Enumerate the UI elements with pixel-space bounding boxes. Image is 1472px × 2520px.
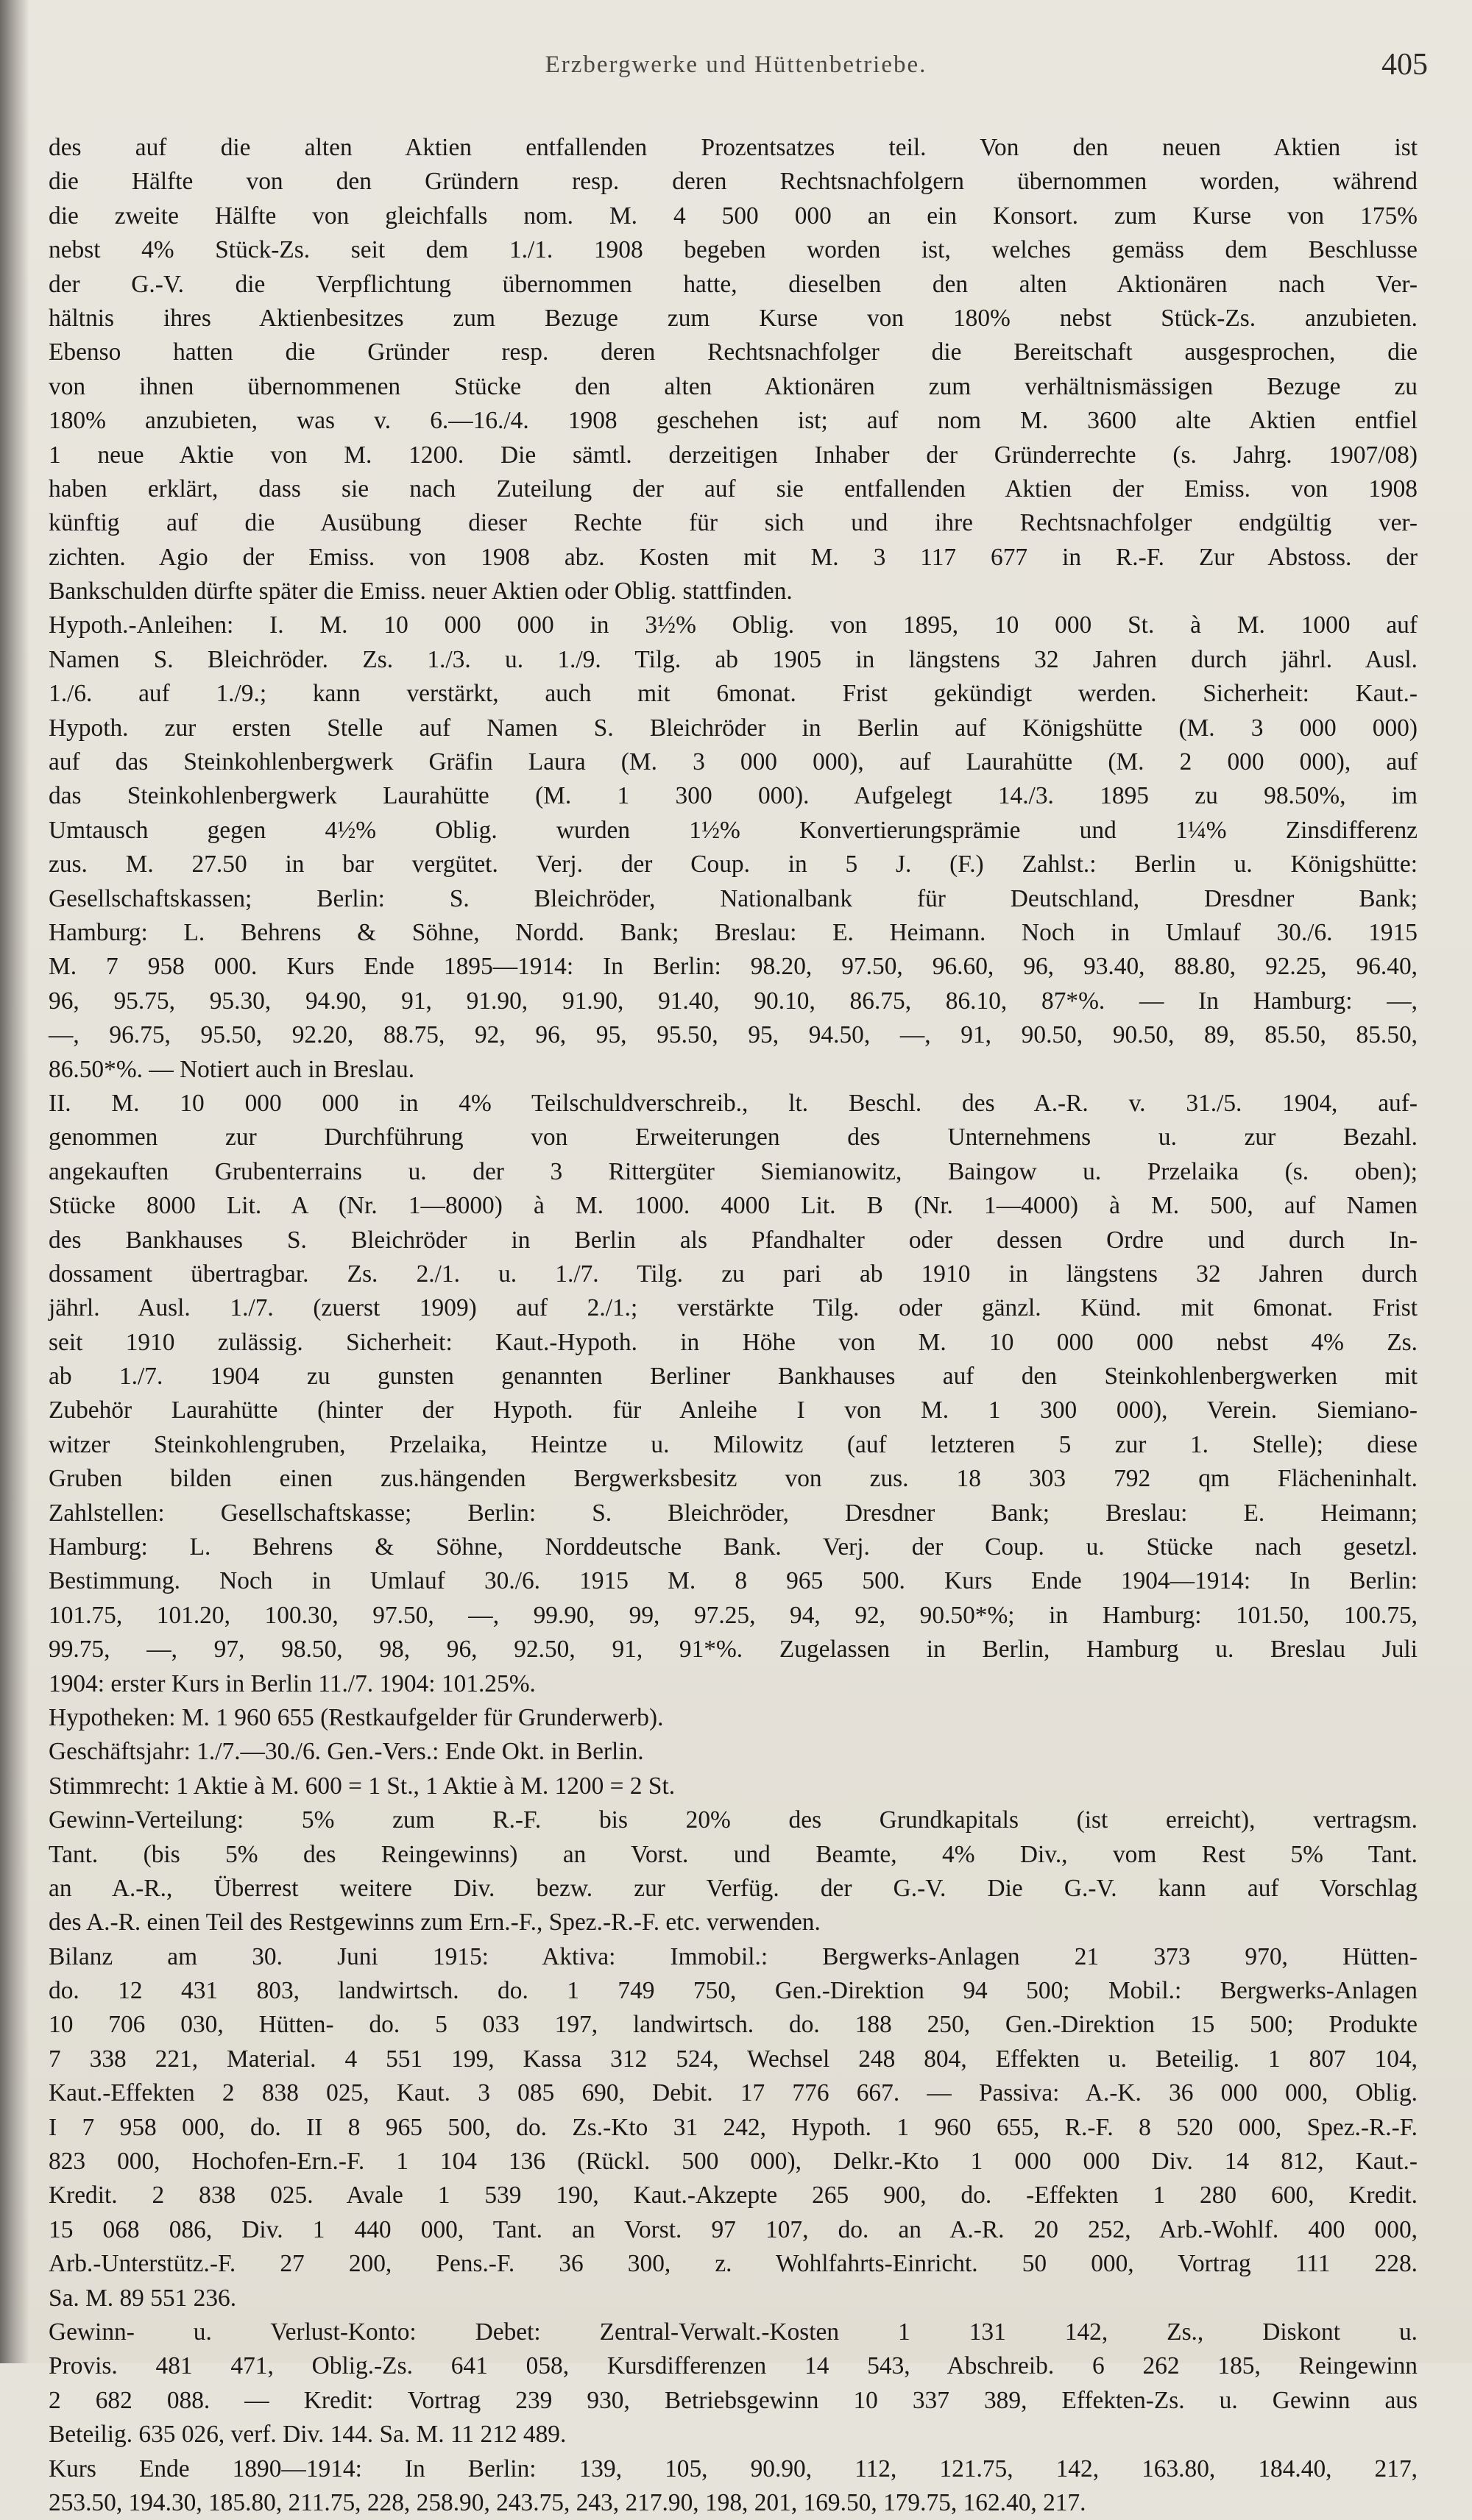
text-line: nebst 4% Stück-Zs. seit dem 1./1. 1908 begeben worden ist, welches gemäss dem Beschlusse (49, 236, 1418, 264)
text-line: Bestimmung. Noch in Umlauf 30./6. 1915 M. 8 965 500. Kurs Ende 1904—1914: In Berlin: (49, 1567, 1418, 1595)
text-line: Hypoth.-Anleihen: I. M. 10 000 000 in 3½% Oblig. von 1895, 10 000 St. à M. 1000 auf (49, 611, 1418, 639)
paragraph-gewinn-verlust (49, 2315, 1418, 2452)
text-line: jährl. Ausl. 1./7. (zuerst 1909) auf 2./1.; verstärkte Tilg. oder gänzl. Künd. mit 6monat. Frist (49, 1294, 1418, 1322)
text-line: zichten. Agio der Emiss. von 1908 abz. Kosten mit M. 3 117 677 in R.-F. Zur Abstoss. der (49, 543, 1418, 571)
page-header (44, 48, 1428, 96)
binding-shadow (0, 0, 29, 2363)
text-line: die zweite Hälfte von gleichfalls nom. M. 4 500 000 an ein Konsort. zum Kurse von 175% (49, 202, 1418, 230)
text-line: Zubehör Laurahütte (hinter der Hypoth. für Anleihe I von M. 1 300 000), Verein. Siemiano- (49, 1396, 1418, 1424)
paragraph-stimmrecht (49, 1770, 1418, 1803)
text-line: die Hälfte von den Gründern resp. deren Rechtsnachfolgern übernommen worden, während (49, 168, 1418, 196)
text-line: Hypoth. zur ersten Stelle auf Namen S. Bleichröder in Berlin auf Königshütte (M. 3 000 000) (49, 714, 1418, 742)
paragraph-hypoth-anleihen-1 (49, 608, 1418, 1086)
text-line: 253.50, 194.30, 185.80, 211.75, 228, 258.90, 243.75, 243, 217.90, 198, 201, 169.50, 179.75, 162.40, 217. (49, 2488, 1086, 2516)
text-line: Beteilig. 635 026, verf. Div. 144. Sa. M. 11 212 489. (49, 2421, 567, 2449)
paragraph-hypoth-anleihen-2 (49, 1087, 1418, 1701)
text-line: genommen zur Durchführung von Erweiterungen des Unternehmens u. zur Bezahl. (49, 1124, 1418, 1151)
text-line: 7 338 221, Material. 4 551 199, Kassa 312 524, Wechsel 248 804, Effekten u. Beteilig. 1 807 104, (49, 2045, 1418, 2073)
text-line: Stücke 8000 Lit. A (Nr. 1—8000) à M. 1000. 4000 Lit. B (Nr. 1—4000) à M. 500, auf Namen (49, 1192, 1418, 1220)
body-text (49, 131, 1418, 2520)
text-line: 101.75, 101.20, 100.30, 97.50, —, 99.90, 99, 97.25, 94, 92, 90.50*%; in Hamburg: 101.50, 100.75, (49, 1601, 1418, 1629)
text-line: do. 12 431 803, landwirtsch. do. 1 749 750, Gen.-Direktion 94 500; Mobil.: Bergwerks-Anlagen (49, 1977, 1418, 2005)
text-line: Ebenso hatten die Gründer resp. deren Rechtsnachfolger die Bereitschaft ausgesprochen, die (49, 338, 1418, 366)
text-line: auf das Steinkohlenbergwerk Gräfin Laura (M. 3 000 000), auf Laurahütte (M. 2 000 000), auf (49, 748, 1418, 776)
text-line: witzer Steinkohlengruben, Przelaika, Heintze u. Milowitz (auf letzteren 5 zur 1. Stelle); diese (49, 1430, 1418, 1458)
text-line: Tant. (bis 5% des Reingewinns) an Vorst. und Beamte, 4% Div., vom Rest 5% Tant. (49, 1840, 1418, 1868)
text-line: Namen S. Bleichröder. Zs. 1./3. u. 1./9. Tilg. ab 1905 in längstens 32 Jahren durch jährl. Ausl. (49, 645, 1418, 673)
text-line: Geschäftsjahr: 1./7.—30./6. Gen.-Vers.: Ende Okt. in Berlin. (49, 1738, 644, 1766)
text-line: 1904: erster Kurs in Berlin 11./7. 1904: 101.25%. (49, 1669, 536, 1697)
text-line: Hypotheken: M. 1 960 655 (Restkaufgelder für Grunderwerb). (49, 1703, 664, 1731)
paragraph-kurs (49, 2452, 1418, 2520)
text-line: 823 000, Hochofen-Ern.-F. 1 104 136 (Rückl. 500 000), Delkr.-Kto 1 000 000 Div. 14 812, Kaut.- (49, 2148, 1418, 2176)
paragraph-bilanz (49, 1940, 1418, 2315)
text-line: 99.75, —, 97, 98.50, 98, 96, 92.50, 91, 91*%. Zugelassen in Berlin, Hamburg u. Breslau Juli (49, 1636, 1418, 1664)
text-line: 1 neue Aktie von M. 1200. Die sämtl. derzeitigen Inhaber der Gründerrechte (s. Jahrg. 1907/08) (49, 441, 1418, 469)
text-line: ab 1./7. 1904 zu gunsten genannten Berliner Bankhauses auf den Steinkohlenbergwerken mit (49, 1363, 1418, 1391)
text-line: Gewinn- u. Verlust-Konto: Debet: Zentral-Verwalt.-Kosten 1 131 142, Zs., Diskont u. (49, 2318, 1418, 2346)
text-line: M. 7 958 000. Kurs Ende 1895—1914: In Berlin: 98.20, 97.50, 96.60, 96, 93.40, 88.80, 92.25, 96.40, (49, 953, 1418, 981)
text-line: dossament übertragbar. Zs. 2./1. u. 1./7. Tilg. zu pari ab 1910 in längstens 32 Jahren durch (49, 1260, 1418, 1288)
text-line: zus. M. 27.50 in bar vergütet. Verj. der Coup. in 5 J. (F.) Zahlst.: Berlin u. Königshütte: (49, 851, 1418, 879)
running-head: Erzbergwerke und Hüttenbetriebe. (545, 52, 927, 78)
text-line: Zahlstellen: Gesellschaftskasse; Berlin: S. Bleichröder, Dresdner Bank; Breslau: E. Heimann; (49, 1499, 1418, 1527)
paragraph-gewinn-verteilung (49, 1803, 1418, 1940)
text-line: 1./6. auf 1./9.; kann verstärkt, auch mit 6monat. Frist gekündigt werden. Sicherheit: Kaut.- (49, 680, 1418, 708)
text-line: 86.50*%. — Notiert auch in Breslau. (49, 1055, 415, 1083)
text-line: des Bankhauses S. Bleichröder in Berlin als Pfandhalter oder dessen Ordre und durch In- (49, 1226, 1418, 1254)
text-line: I 7 958 000, do. II 8 965 500, do. Zs.-Kto 31 242, Hypoth. 1 960 655, R.-F. 8 520 000, Spez.-R.-F. (49, 2113, 1418, 2141)
text-line: haben erklärt, dass sie nach Zuteilung der auf sie entfallenden Aktien der Emiss. von 1908 (49, 475, 1418, 503)
text-line: künftig auf die Ausübung dieser Rechte für sich und ihre Rechtsnachfolger endgültig ver- (49, 509, 1418, 537)
text-line: Hamburg: L. Behrens & Söhne, Nordd. Bank; Breslau: E. Heimann. Noch in Umlauf 30./6. 1915 (49, 918, 1418, 946)
paragraph-geschaeftsjahr (49, 1735, 1418, 1769)
text-line: 15 068 086, Div. 1 440 000, Tant. an Vorst. 97 107, do. an A.-R. 20 252, Arb.-Wohlf. 400 000, (49, 2215, 1418, 2243)
text-line: Gruben bilden einen zus.hängenden Bergwerksbesitz von zus. 18 303 792 qm Flächeninhalt. (49, 1465, 1418, 1493)
text-line: seit 1910 zulässig. Sicherheit: Kaut.-Hypoth. in Höhe von M. 10 000 000 nebst 4% Zs. (49, 1328, 1418, 1356)
text-line: angekauften Grubenterrains u. der 3 Rittergüter Siemianowitz, Baingow u. Przelaika (s. oben); (49, 1157, 1418, 1185)
text-line: des A.-R. einen Teil des Restgewinns zum Ern.-F., Spez.-R.-F. etc. verwenden. (49, 1909, 821, 1937)
text-line: Stimmrecht: 1 Aktie à M. 600 = 1 St., 1 Aktie à M. 1200 = 2 St. (49, 1772, 676, 1800)
text-line: Kurs Ende 1890—1914: In Berlin: 139, 105, 90.90, 112, 121.75, 142, 163.80, 184.40, 217, (49, 2455, 1418, 2482)
paragraph-intro (49, 131, 1418, 608)
text-line: 10 706 030, Hütten- do. 5 033 197, landwirtsch. do. 188 250, Gen.-Direktion 15 500; Produkte (49, 2011, 1418, 2039)
text-line: 2 682 088. — Kredit: Vortrag 239 930, Betriebsgewinn 10 337 389, Effekten-Zs. u. Gewinn aus (49, 2386, 1418, 2414)
text-line: Bankschulden dürfte später die Emiss. neuer Aktien oder Oblig. stattfinden. (49, 578, 793, 606)
text-line: der G.-V. die Verpflichtung übernommen hatte, dieselben den alten Aktionären nach Ver- (49, 270, 1418, 298)
text-line: Arb.-Unterstütz.-F. 27 200, Pens.-F. 36 300, z. Wohlfahrts-Einricht. 50 000, Vortrag 111 228. (49, 2250, 1418, 2278)
text-line: —, 96.75, 95.50, 92.20, 88.75, 92, 96, 95, 95.50, 95, 94.50, —, 91, 90.50, 90.50, 89, 85.50, 85.50, (49, 1021, 1418, 1049)
paragraph-hypotheken (49, 1701, 1418, 1735)
text-line: Bilanz am 30. Juni 1915: Aktiva: Immobil.: Bergwerks-Anlagen 21 373 970, Hütten- (49, 1942, 1418, 1970)
text-line: Provis. 481 471, Oblig.-Zs. 641 058, Kursdifferenzen 14 543, Abschreib. 6 262 185, Reingewinn (49, 2352, 1418, 2380)
text-line: das Steinkohlenbergwerk Laurahütte (M. 1 300 000). Aufgelegt 14./3. 1895 zu 98.50%, im (49, 782, 1418, 810)
text-line: II. M. 10 000 000 in 4% Teilschuldverschreib., lt. Beschl. des A.-R. v. 31./5. 1904, auf- (49, 1089, 1418, 1117)
text-line: Kaut.-Effekten 2 838 025, Kaut. 3 085 690, Debit. 17 776 667. — Passiva: A.-K. 36 000 000, Oblig. (49, 2079, 1418, 2107)
text-line: Sa. M. 89 551 236. (49, 2284, 237, 2312)
text-line: Gesellschaftskassen; Berlin: S. Bleichröder, Nationalbank für Deutschland, Dresdner Bank; (49, 884, 1418, 912)
page-number: 405 (1381, 48, 1428, 82)
text-line: Gewinn-Verteilung: 5% zum R.-F. bis 20% des Grundkapitals (ist erreicht), vertragsm. (49, 1806, 1418, 1834)
text-line: 180% anzubieten, was v. 6.—16./4. 1908 geschehen ist; auf nom M. 3600 alte Aktien entfiel (49, 407, 1418, 435)
text-line: Kredit. 2 838 025. Avale 1 539 190, Kaut.-Akzepte 265 900, do. -Effekten 1 280 600, Kredit. (49, 2182, 1418, 2210)
text-line: hältnis ihres Aktienbesitzes zum Bezuge zum Kurse von 180% nebst Stück-Zs. anzubieten. (49, 304, 1418, 332)
text-line: von ihnen übernommenen Stücke den alten Aktionären zum verhältnismässigen Bezuge zu (49, 372, 1418, 400)
text-line: an A.-R., Überrest weitere Div. bezw. zur Verfüg. der G.-V. Die G.-V. kann auf Vorschlag (49, 1874, 1418, 1902)
text-line: des auf die alten Aktien entfallenden Prozentsatzes teil. Von den neuen Aktien ist (49, 134, 1418, 161)
text-line: Hamburg: L. Behrens & Söhne, Norddeutsche Bank. Verj. der Coup. u. Stücke nach gesetzl. (49, 1533, 1418, 1561)
text-line: 96, 95.75, 95.30, 94.90, 91, 91.90, 91.90, 91.40, 90.10, 86.75, 86.10, 87*%. — In Hamburg: —, (49, 987, 1418, 1015)
text-line: Umtausch gegen 4½% Oblig. wurden 1½% Konvertierungsprämie und 1¼% Zinsdifferenz (49, 816, 1418, 844)
